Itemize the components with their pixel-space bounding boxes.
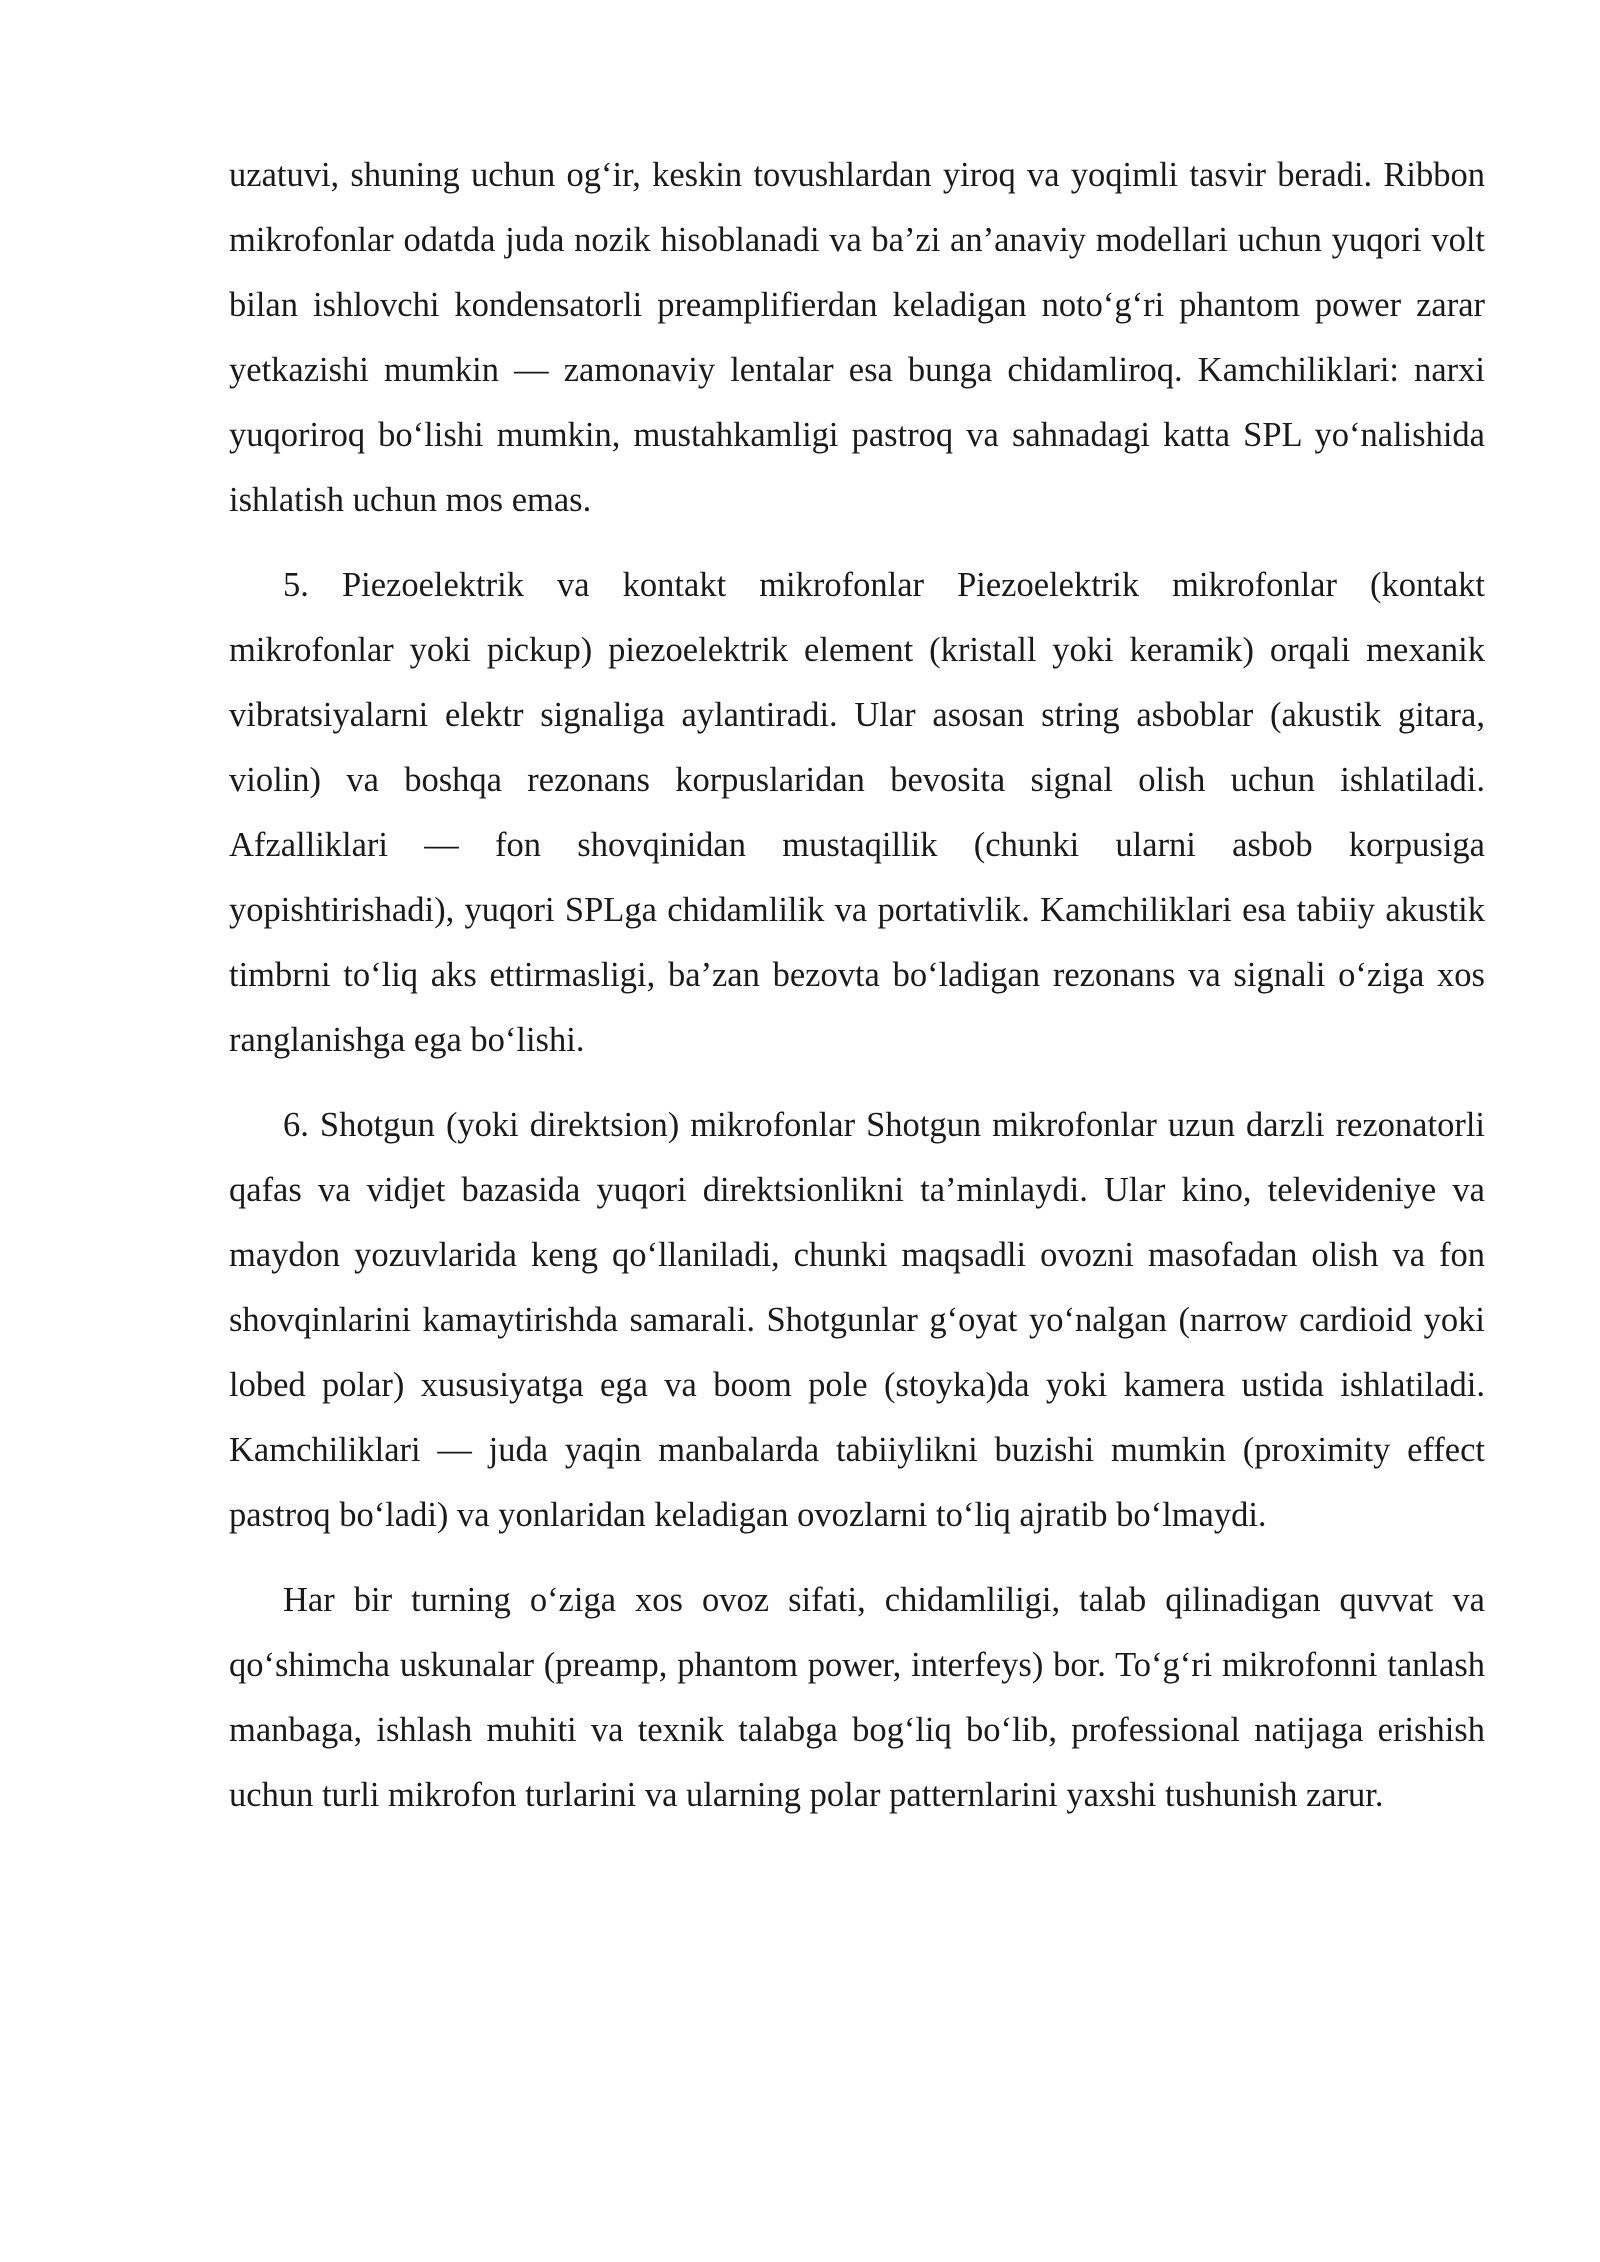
paragraph-conclusion: Har bir turning o‘ziga xos ovoz sifati, chidamliligi, talab qilinadigan quvvat va qo‘shimcha uskunalar (preamp, phantom power, interfeys) bor. To‘g‘ri mikrofonni tanlash manbaga, ishlash muhiti va texnik talabga bog‘liq bo‘lib, professional natijaga erishish uchun turli mikrofon turlarini va ularning polar patternlarini yaxshi tushunish zarur. (229, 1581, 1485, 1814)
paragraph-ribbon-continuation: uzatuvi, shuning uchun og‘ir, keskin tovushlardan yiroq va yoqimli tasvir beradi. Ribbon mikrofonlar odatda juda nozik hisoblanadi va ba’zi an’anaviy modellari uchun yuqori volt bilan ishlovchi kondensatorli preamplifierdan keladigan noto‘g‘ri phantom power zarar yetkazishi mumkin — zamonaviy lentalar esa bunga chidamliroq. Kamchiliklari: narxi yuqoriroq bo‘lishi mumkin, mustahkamligi pastroq va sahnadagi katta SPL yo‘nalishida ishlatish uchun mos emas. (229, 156, 1485, 519)
paragraph-shotgun-microphones: 6. Shotgun (yoki direktsion) mikrofonlar Shotgun mikrofonlar uzun darzli rezonatorli qafas va vidjet bazasida yuqori direktsionlikni ta’minlaydi. Ular kino, televideniye va maydon yozuvlarida keng qo‘llaniladi, chunki maqsadli ovozni masofadan olish va fon shovqinlarini kamaytirishda samarali. Shotgunlar g‘oyat yo‘nalgan (narrow cardioid yoki lobed polar) xususiyatga ega va boom pole (stoyka)da yoki kamera ustida ishlatiladi. Kamchiliklari — juda yaqin manbalarda tabiiylikni buzishi mumkin (proximity effect pastroq bo‘ladi) va yonlaridan keladigan ovozlarni to‘liq ajratib bo‘lmaydi. (229, 1106, 1485, 1534)
document-body (229, 143, 1485, 1828)
paragraph-piezoelectric-microphones: 5. Piezoelektrik va kontakt mikrofonlar Piezoelektrik mikrofonlar (kontakt mikrofonlar yoki pickup) piezoelektrik element (kristall yoki keramik) orqali mexanik vibratsiyalarni elektr signaliga aylantiradi. Ular asosan string asboblar (akustik gitara, violin) va boshqa rezonans korpuslaridan bevosita signal olish uchun ishlatiladi. Afzalliklari — fon shovqinidan mustaqillik (chunki ularni asbob korpusiga yopishtirishadi), yuqori SPLga chidamlilik va portativlik. Kamchiliklari esa tabiiy akustik timbrni to‘liq aks ettirmasligi, ba’zan bezovta bo‘ladigan rezonans va signali o‘ziga xos ranglanishga ega bo‘lishi. (229, 566, 1485, 1059)
